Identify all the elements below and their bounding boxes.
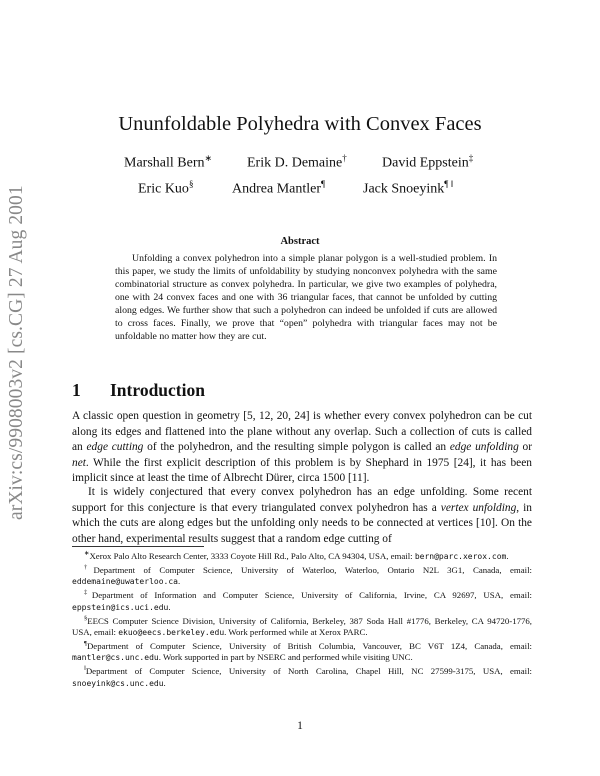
footnote-kuo: §EECS Computer Science Division, University of California, Berkeley, 387 Soda Hall #1776, Berkeley, CA 94720-1776, USA, email: ekuo@eecs.berkeley.edu. Work performed while at Xerox PARC. (72, 614, 532, 637)
email-link: eddemaine@uwaterloo.ca (72, 577, 178, 587)
author-snoeyink: Jack Snoeyink¶ ‖ (363, 179, 454, 197)
footnote-demaine: †Department of Computer Science, University of Waterloo, Waterloo, Ontario N2L 3G1, Canada, email: eddemaine@uwaterloo.ca. (72, 564, 532, 587)
intro-paragraph-2: It is widely conjectured that every convex polyhedron has an edge unfolding. Some recent support for this conjecture is that every triangulated convex polyhedron has a vertex unfolding, in which the cuts are along edges but the unfolding only needs to be connected at vertices [10]. On the other hand, experimental results suggest that a random edge cutting of (72, 486, 532, 545)
author-bern: Marshall Bern∗ (124, 153, 213, 171)
footnotes (72, 548, 532, 689)
email-link: eppstein@ics.uci.edu (72, 602, 169, 612)
email-link: snoeyink@cs.unc.edu (72, 678, 164, 688)
paper-title: Ununfoldable Polyhedra with Convex Faces (118, 113, 482, 135)
email-link: bern@parc.xerox.com (414, 551, 507, 561)
author-kuo: Eric Kuo§ (138, 179, 194, 197)
footnote-rule (72, 546, 204, 547)
footnote-snoeyink: ‖Department of Computer Science, University of North Carolina, Chapel Hill, NC 27599-3175, USA, email: snoeyink@cs.unc.edu. (72, 665, 532, 688)
arxiv-identifier: arXiv:cs/9908003v2 [cs.CG] 27 Aug 2001 (6, 185, 27, 520)
section-title: Introduction (110, 380, 205, 400)
section-number: 1 (72, 380, 81, 400)
email-link: mantler@cs.unc.edu (72, 653, 159, 663)
author-mantler: Andrea Mantler¶ (232, 179, 326, 197)
footnote-eppstein: ‡Department of Information and Computer Science, University of California, Irvine, CA 92697, USA, email: eppstein@ics.uci.edu. (72, 589, 533, 612)
abstract-text: Unfolding a convex polyhedron into a simple planar polygon is a well-studied problem. In this paper, we study the limits of unfoldability by studying nonconvex polyhedra with the same combinatorial structure as convex polyhedra. In particular, we give two examples of polyhedra, one with 24 convex faces and one with 36 triangular faces, that cannot be unfolded by cutting along edges. We further show that such a polyhedron can indeed be unfolded if cuts are allowed to cross faces. Finally, we prove that “open” polyhedra with triangular faces may not be unfoldable no matter how they are cut. (115, 253, 497, 342)
section-heading (72, 380, 205, 401)
abstract-heading: Abstract (280, 236, 320, 247)
footnote-mantler: ¶Department of Computer Science, University of British Columbia, Vancouver, BC V6T 1Z4, Canada, email: mantler@cs.unc.edu. Work supported in part by NSERC and performed while visiting UNC. (72, 640, 532, 663)
author-demaine: Erik D. Demaine† (247, 153, 347, 171)
footnote-bern: ∗Xerox Palo Alto Research Center, 3333 Coyote Hill Rd., Palo Alto, CA 94304, USA, email: bern@parc.xerox.com. (84, 550, 509, 561)
intro-paragraph-1: A classic open question in geometry [5, 12, 20, 24] is whether every convex polyhedron can be cut along its edges and flattened into the plane without any overlap. Such a collection of cuts is called an edge cutting of the polyhedron, and the resulting simple polygon is called an edge unfolding or net. While the first explicit description of this problem is by Shephard in 1975 [24], it has been implicit since at least the time of Albrecht Dürer, circa 1500 [11]. (72, 410, 532, 484)
email-link: ekuo@eecs.berkeley.edu (118, 627, 225, 637)
page-number: 1 (297, 720, 303, 732)
author-eppstein: David Eppstein‡ (382, 153, 474, 171)
